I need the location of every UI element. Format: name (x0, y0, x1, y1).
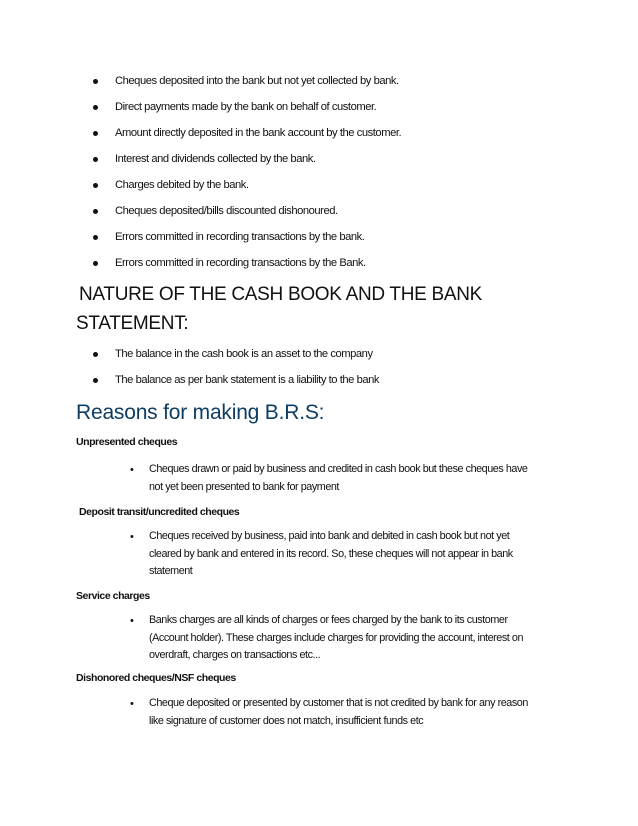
reasons-section-heading: Reasons for making B.R.S: (76, 401, 325, 424)
list-item (0, 151, 638, 177)
bullet-dot-icon (93, 209, 98, 214)
list-item-text: The balance as per bank statement is a liability to the bank (115, 374, 380, 386)
reason-title: Dishonored cheques/NSF cheques (76, 672, 236, 684)
reason-line: not yet been presented to bank for payment (149, 480, 339, 493)
reason-line: Banks charges are all kinds of charges or fees charged by the bank to its customer (149, 614, 508, 626)
reason-description (149, 528, 569, 581)
bullet-icon: • (130, 615, 134, 627)
list-item (0, 73, 638, 99)
list-item (0, 125, 638, 151)
nature-bullets-list (0, 346, 638, 398)
list-item-text: Direct payments made by the bank on behalf of customer. (115, 101, 377, 113)
list-item (0, 255, 638, 281)
list-item-text: Amount directly deposited in the bank account by the customer. (115, 127, 402, 139)
nature-heading-line-2: STATEMENT: (76, 313, 189, 334)
reason-line: cleared by bank and entered in its record. So, these cheques will not appear in bank (149, 547, 513, 560)
list-item (0, 177, 638, 203)
reason-line: Cheques drawn or paid by business and credited in cash book but these cheques have (149, 463, 528, 475)
reason-title: Deposit transit/uncredited cheques (79, 506, 240, 518)
bullet-dot-icon (93, 183, 98, 188)
reason-description (149, 695, 569, 730)
nature-section-heading (76, 280, 556, 338)
list-item-text: The balance in the cash book is an asset to the company (115, 348, 373, 360)
list-item-text: Errors committed in recording transactions by the bank. (115, 231, 365, 243)
reason-line: like signature of customer does not match, insufficient funds etc (149, 714, 424, 727)
bullet-dot-icon (93, 79, 98, 84)
reason-description (149, 612, 569, 665)
bullet-dot-icon (93, 131, 98, 136)
bullet-dot-icon (93, 378, 98, 383)
bullet-dot-icon (93, 157, 98, 162)
bullet-dot-icon (93, 352, 98, 357)
bullet-icon: • (130, 698, 134, 710)
list-item (0, 229, 638, 255)
bullet-dot-icon (93, 261, 98, 266)
bullet-icon: • (130, 464, 134, 476)
nature-heading-line-1: NATURE OF THE CASH BOOK AND THE BANK (79, 284, 483, 305)
reason-title: Service charges (76, 590, 150, 602)
list-item (0, 203, 638, 229)
bullet-dot-icon (93, 105, 98, 110)
list-item-text: Cheques deposited/bills discounted dishonoured. (115, 205, 338, 217)
list-item (0, 372, 638, 398)
reason-title: Unpresented cheques (76, 436, 178, 448)
bullet-dot-icon (93, 235, 98, 240)
list-item-text: Errors committed in recording transactions by the Bank. (115, 257, 366, 269)
reason-description (149, 461, 569, 496)
reason-line: Cheques received by business, paid into bank and debited in cash book but not yet (149, 530, 510, 542)
list-item (0, 346, 638, 372)
list-item (0, 99, 638, 125)
list-item-text: Interest and dividends collected by the bank. (115, 153, 316, 165)
reason-line: (Account holder). These charges include charges for providing the account, interest on (149, 631, 524, 644)
reason-line: overdraft, charges on transactions etc... (149, 649, 321, 661)
bank-credit-items-list (0, 73, 638, 281)
reason-line: Cheque deposited or presented by customer that is not credited by bank for any reason (149, 697, 528, 709)
list-item-text: Cheques deposited into the bank but not yet collected by bank. (115, 75, 399, 87)
list-item-text: Charges debited by the bank. (115, 179, 249, 191)
bullet-icon: • (130, 531, 134, 543)
reason-line: statement (149, 565, 193, 577)
